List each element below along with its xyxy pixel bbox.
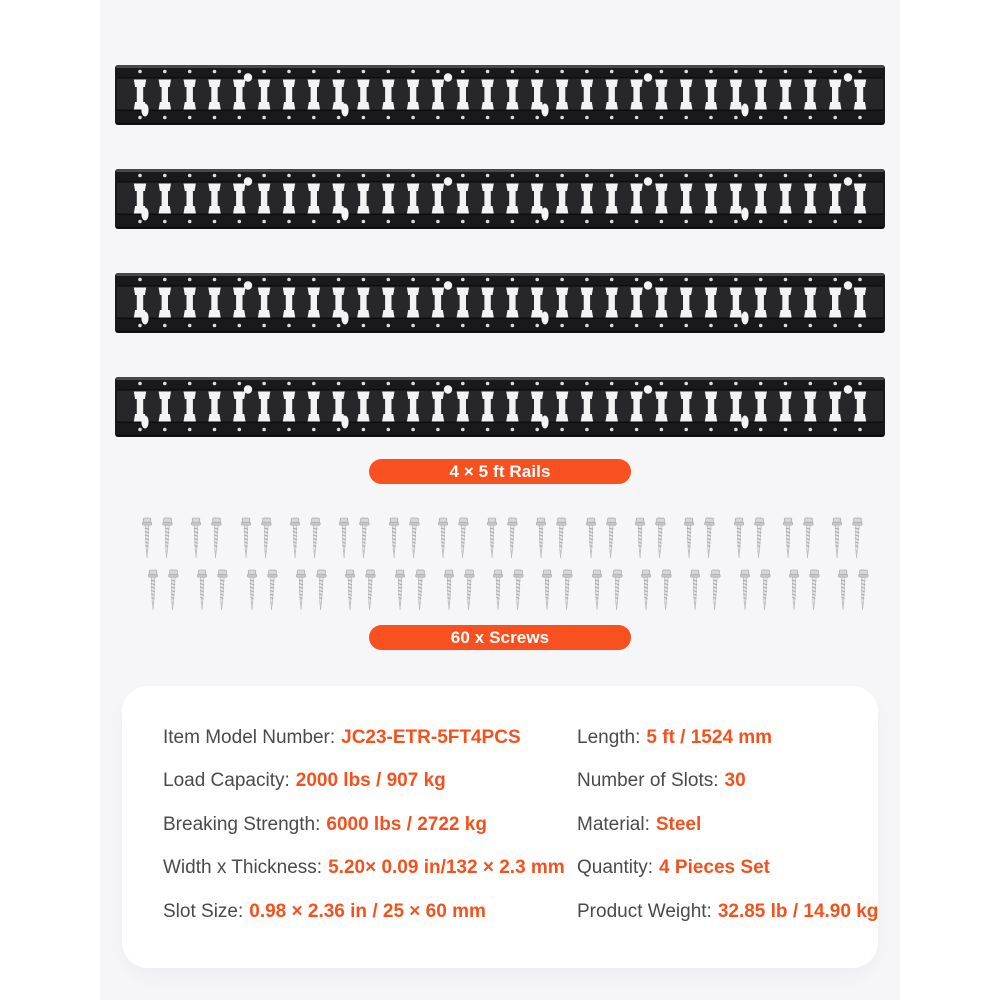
screw xyxy=(413,569,426,611)
spec-value: JC23-ETR-5FT4PCS xyxy=(341,726,521,748)
spec-value: Steel xyxy=(655,813,702,835)
screw-icon xyxy=(752,517,765,559)
screw-icon xyxy=(443,569,455,611)
screw-icon xyxy=(190,517,202,559)
screw xyxy=(788,569,800,611)
screw xyxy=(492,569,504,611)
screw xyxy=(344,569,356,611)
screw xyxy=(640,569,652,611)
screw-icon xyxy=(394,569,406,611)
screw xyxy=(265,569,278,611)
e-track-rail xyxy=(115,270,885,336)
screw-icon xyxy=(782,517,794,559)
screw-icon xyxy=(456,517,469,559)
spec-column-right xyxy=(577,716,878,934)
screw-icon xyxy=(689,569,701,611)
screw xyxy=(216,569,229,611)
screw-icon xyxy=(555,517,568,559)
screw xyxy=(782,517,794,559)
screw xyxy=(456,517,469,559)
screw xyxy=(752,517,765,559)
screw xyxy=(190,517,202,559)
screws-count-badge-label: 60 x Screws xyxy=(450,627,550,647)
rails-count-badge-label: 4 × 5 ft Rails xyxy=(449,461,551,481)
screw-icon xyxy=(604,517,617,559)
spec-row xyxy=(163,803,565,847)
screw-icon xyxy=(703,517,716,559)
spec-value: 32.85 lb / 14.90 kg xyxy=(717,900,879,922)
screw xyxy=(196,569,208,611)
screw xyxy=(801,517,814,559)
screw xyxy=(388,517,400,559)
screw-icon xyxy=(683,517,695,559)
screw xyxy=(561,569,574,611)
screw xyxy=(733,517,745,559)
spec-row xyxy=(163,890,565,934)
spec-label: Item Model Number: xyxy=(163,726,336,748)
screw-icon xyxy=(141,517,153,559)
spec-value: 0.98 × 2.36 in / 25 × 60 mm xyxy=(249,900,486,922)
screw xyxy=(437,517,449,559)
screw-icon xyxy=(147,569,159,611)
screw-icon xyxy=(837,569,849,611)
screw xyxy=(289,517,301,559)
screw-icon xyxy=(640,569,652,611)
screw-icon xyxy=(364,569,377,611)
screw-icon xyxy=(506,517,519,559)
spec-row xyxy=(577,847,878,891)
screw-icon xyxy=(709,569,722,611)
spec-value: 2000 lbs / 907 kg xyxy=(295,770,446,792)
e-track-rail-graphic xyxy=(115,62,885,128)
screw xyxy=(689,569,701,611)
screw xyxy=(443,569,455,611)
screw-icon xyxy=(857,569,870,611)
spec-value: 5.20× 0.09 in/132 × 2.3 mm xyxy=(328,857,565,879)
screw-icon xyxy=(289,517,301,559)
spec-row xyxy=(577,716,878,760)
screw xyxy=(210,517,223,559)
spec-label: Length: xyxy=(577,726,641,748)
screw-icon xyxy=(653,517,666,559)
spec-value: 30 xyxy=(724,770,746,792)
screw xyxy=(535,517,547,559)
screw-icon xyxy=(788,569,800,611)
screw xyxy=(591,569,603,611)
screw-icon xyxy=(338,517,350,559)
screw-icon xyxy=(739,569,751,611)
screw-icon xyxy=(308,517,321,559)
spec-row xyxy=(163,716,565,760)
screw xyxy=(837,569,849,611)
screw-icon xyxy=(610,569,623,611)
spec-label: Slot Size: xyxy=(163,900,244,922)
screw xyxy=(831,517,843,559)
screw xyxy=(703,517,716,559)
screw xyxy=(683,517,695,559)
screw-icon xyxy=(388,517,400,559)
screw-icon xyxy=(196,569,208,611)
screw-icon xyxy=(246,569,258,611)
screw xyxy=(604,517,617,559)
screw xyxy=(259,517,272,559)
screw-icon xyxy=(407,517,420,559)
screw-icon xyxy=(831,517,843,559)
e-track-rail xyxy=(115,62,885,128)
screw xyxy=(506,517,519,559)
screw xyxy=(659,569,672,611)
screw xyxy=(857,569,870,611)
screw xyxy=(166,569,179,611)
spec-row xyxy=(577,890,878,934)
screw xyxy=(758,569,771,611)
screw-icon xyxy=(344,569,356,611)
screw-icon xyxy=(801,517,814,559)
screw xyxy=(407,517,420,559)
screw-icon xyxy=(437,517,449,559)
rails-count-badge xyxy=(369,459,631,484)
screw-icon xyxy=(265,569,278,611)
screw xyxy=(160,517,173,559)
screw xyxy=(709,569,722,611)
screw xyxy=(807,569,820,611)
spec-label: Width x Thickness: xyxy=(163,857,323,879)
e-track-rail-graphic xyxy=(115,270,885,336)
spec-row xyxy=(577,760,878,804)
e-track-rail xyxy=(115,374,885,440)
screw-icon xyxy=(535,517,547,559)
screw xyxy=(610,569,623,611)
spec-label: Quantity: xyxy=(577,857,654,879)
screw-icon xyxy=(259,517,272,559)
screw xyxy=(394,569,406,611)
screw-icon xyxy=(462,569,475,611)
screw-icon xyxy=(492,569,504,611)
screw xyxy=(486,517,498,559)
screw-icon xyxy=(561,569,574,611)
screw xyxy=(364,569,377,611)
screw xyxy=(555,517,568,559)
screw xyxy=(634,517,646,559)
spec-row xyxy=(163,760,565,804)
screw xyxy=(295,569,307,611)
spec-column-left xyxy=(163,716,565,934)
screw xyxy=(141,517,153,559)
screw-icon xyxy=(585,517,597,559)
screw xyxy=(314,569,327,611)
screw-icon xyxy=(807,569,820,611)
spec-label: Material: xyxy=(577,813,650,835)
screw xyxy=(541,569,553,611)
spec-label: Breaking Strength: xyxy=(163,813,321,835)
spec-label: Load Capacity: xyxy=(163,770,290,792)
spec-card xyxy=(122,686,878,968)
screw xyxy=(653,517,666,559)
spec-value: 6000 lbs / 2722 kg xyxy=(326,813,487,835)
spec-value: 4 Pieces Set xyxy=(659,857,770,879)
screw-icon xyxy=(413,569,426,611)
screw xyxy=(739,569,751,611)
screw xyxy=(246,569,258,611)
screw xyxy=(462,569,475,611)
screw-icon xyxy=(512,569,525,611)
screw-icon xyxy=(166,569,179,611)
spec-row xyxy=(163,847,565,891)
spec-label: Number of Slots: xyxy=(577,770,719,792)
screw-icon xyxy=(591,569,603,611)
screw xyxy=(358,517,371,559)
e-track-rail xyxy=(115,166,885,232)
screw-icon xyxy=(295,569,307,611)
screw-icon xyxy=(541,569,553,611)
spec-label: Product Weight: xyxy=(577,900,712,922)
screw-icon xyxy=(210,517,223,559)
screw xyxy=(308,517,321,559)
screw-icon xyxy=(240,517,252,559)
screw xyxy=(585,517,597,559)
screw-icon xyxy=(358,517,371,559)
screw-icon xyxy=(160,517,173,559)
screw xyxy=(147,569,159,611)
screws-count-badge xyxy=(369,625,631,650)
screw-icon xyxy=(634,517,646,559)
screw-icon xyxy=(758,569,771,611)
screw-icon xyxy=(486,517,498,559)
screw-icon xyxy=(659,569,672,611)
screw xyxy=(240,517,252,559)
screw xyxy=(512,569,525,611)
spec-value: 5 ft / 1524 mm xyxy=(646,726,773,748)
screw xyxy=(338,517,350,559)
e-track-rail-graphic xyxy=(115,374,885,440)
screw xyxy=(851,517,864,559)
screw-icon xyxy=(733,517,745,559)
screw-icon xyxy=(216,569,229,611)
screw-icon xyxy=(314,569,327,611)
e-track-rail-graphic xyxy=(115,166,885,232)
spec-row xyxy=(577,803,878,847)
screw-icon xyxy=(851,517,864,559)
